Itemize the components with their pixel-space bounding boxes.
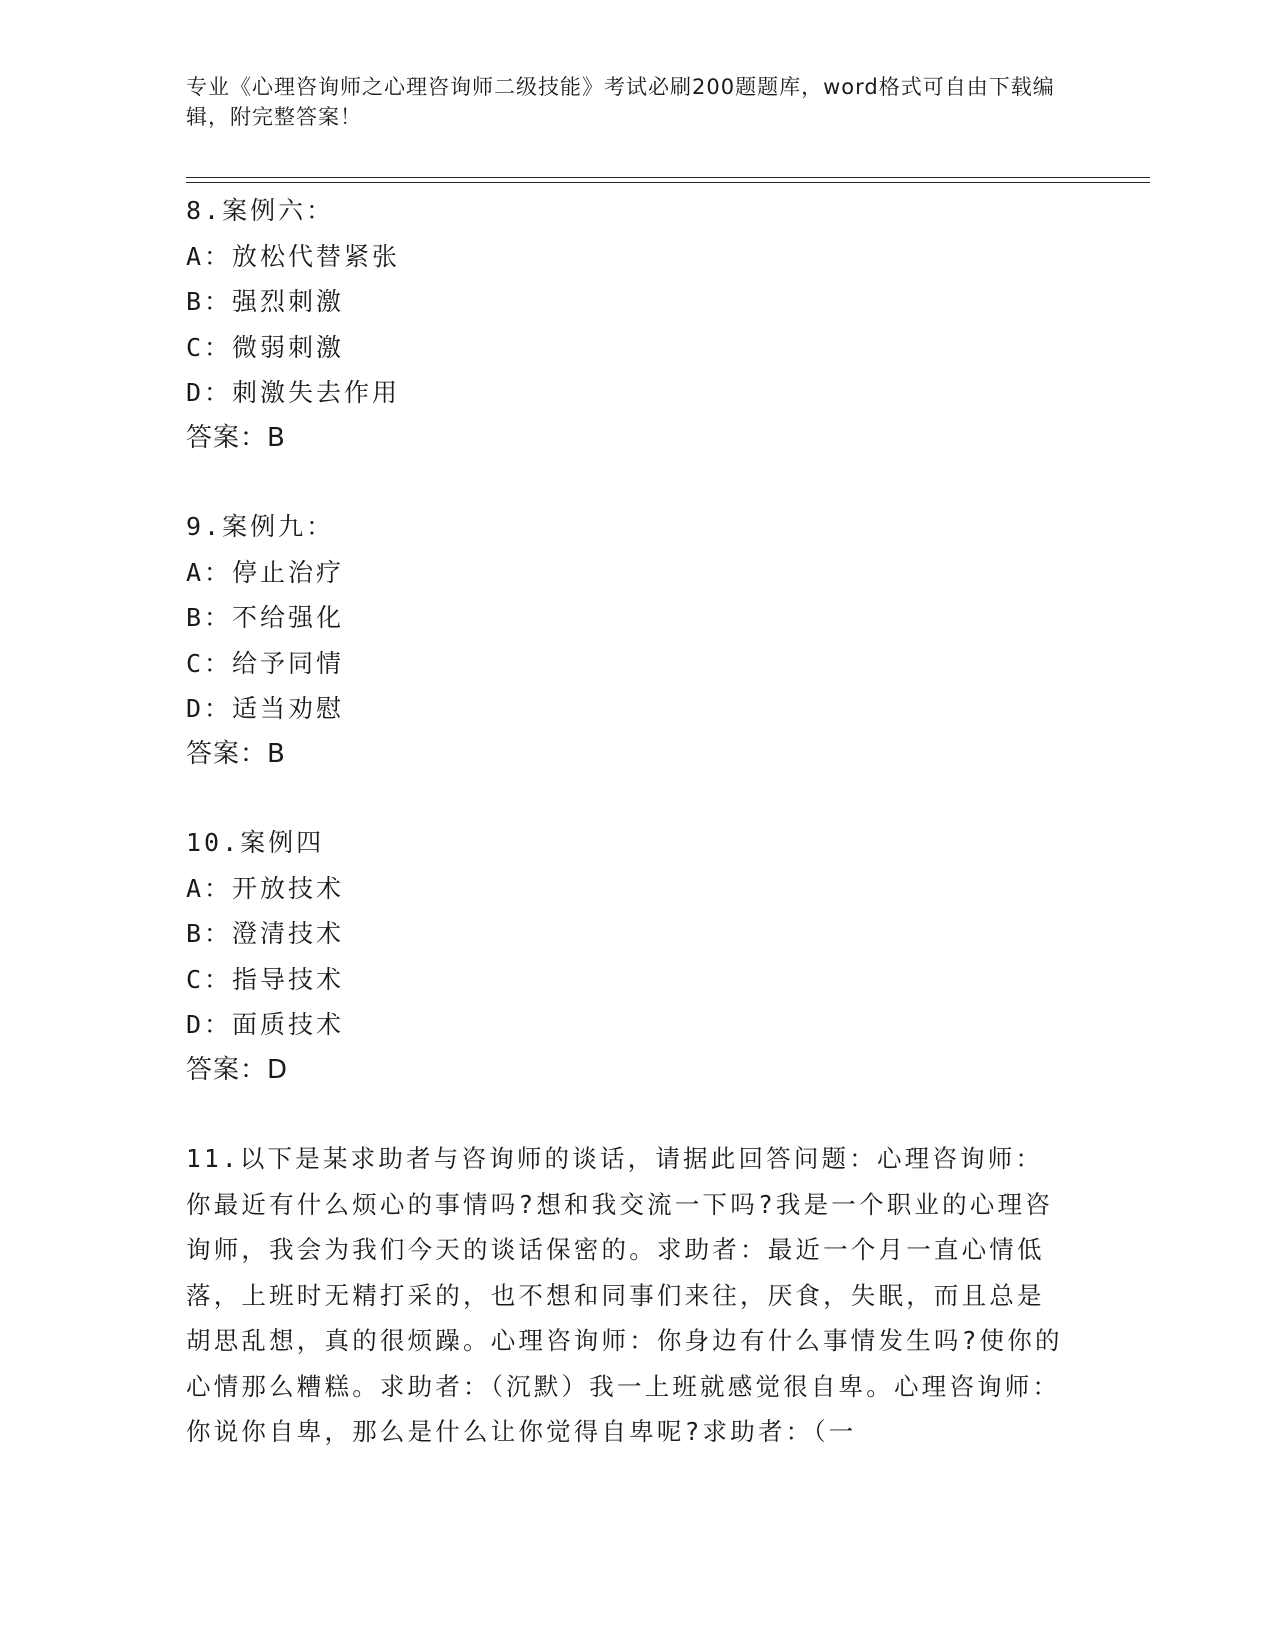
question-11-passage: 11.以下是某求助者与咨询师的谈话，请据此回答问题：心理咨询师：你最近有什么烦心的事情吗?想和我交流一下吗?我是一个职业的心理咨询师，我会为我们今天的谈话保密的。求助者：最近一个月一直心情低落，上班时无精打采的，也不想和同事们来往，厌食，失眠，而且总是胡思乱想，真的很烦躁。心理咨询师：你身边有什么事情发生吗?使你的心情那么糟糕。求助者：（沉默）我一上班就感觉很自卑。心理咨询师：你说你自卑，那么是什么让你觉得自卑呢?求助者：（一 xyxy=(186,1144,1063,1446)
question-9 xyxy=(186,504,1086,777)
answer-line: 答案：B xyxy=(186,422,286,453)
option-d: D：面质技术 xyxy=(186,1010,345,1039)
answer-line: 答案：D xyxy=(186,1054,289,1085)
question-8 xyxy=(186,188,1086,461)
option-b: B：强烈刺激 xyxy=(186,287,345,316)
option-a: A：停止治疗 xyxy=(186,557,345,587)
question-title: 8.案例六： xyxy=(186,196,335,225)
option-c: C：指导技术 xyxy=(186,964,345,994)
document-header: 专业《心理咨询师之心理咨询师二级技能》考试必刷200题题库，word格式可自由下载编辑，附完整答案！ xyxy=(186,75,1055,129)
question-title: 9.案例九： xyxy=(186,512,335,541)
option-b: B：不给强化 xyxy=(186,603,345,632)
option-a: A：开放技术 xyxy=(186,873,345,903)
option-a: A：放松代替紧张 xyxy=(186,241,401,271)
question-title: 10.案例四 xyxy=(186,828,325,857)
option-d: D：刺激失去作用 xyxy=(186,378,401,407)
option-b: B：澄清技术 xyxy=(186,919,345,948)
answer-line: 答案：B xyxy=(186,738,286,769)
option-c: C：微弱刺激 xyxy=(186,332,345,362)
header-divider-bottom xyxy=(186,182,1150,183)
option-d: D：适当劝慰 xyxy=(186,694,345,723)
header-divider-top xyxy=(186,177,1150,178)
question-10 xyxy=(186,820,1086,1093)
question-list xyxy=(186,188,1086,1455)
option-c: C：给予同情 xyxy=(186,648,345,678)
